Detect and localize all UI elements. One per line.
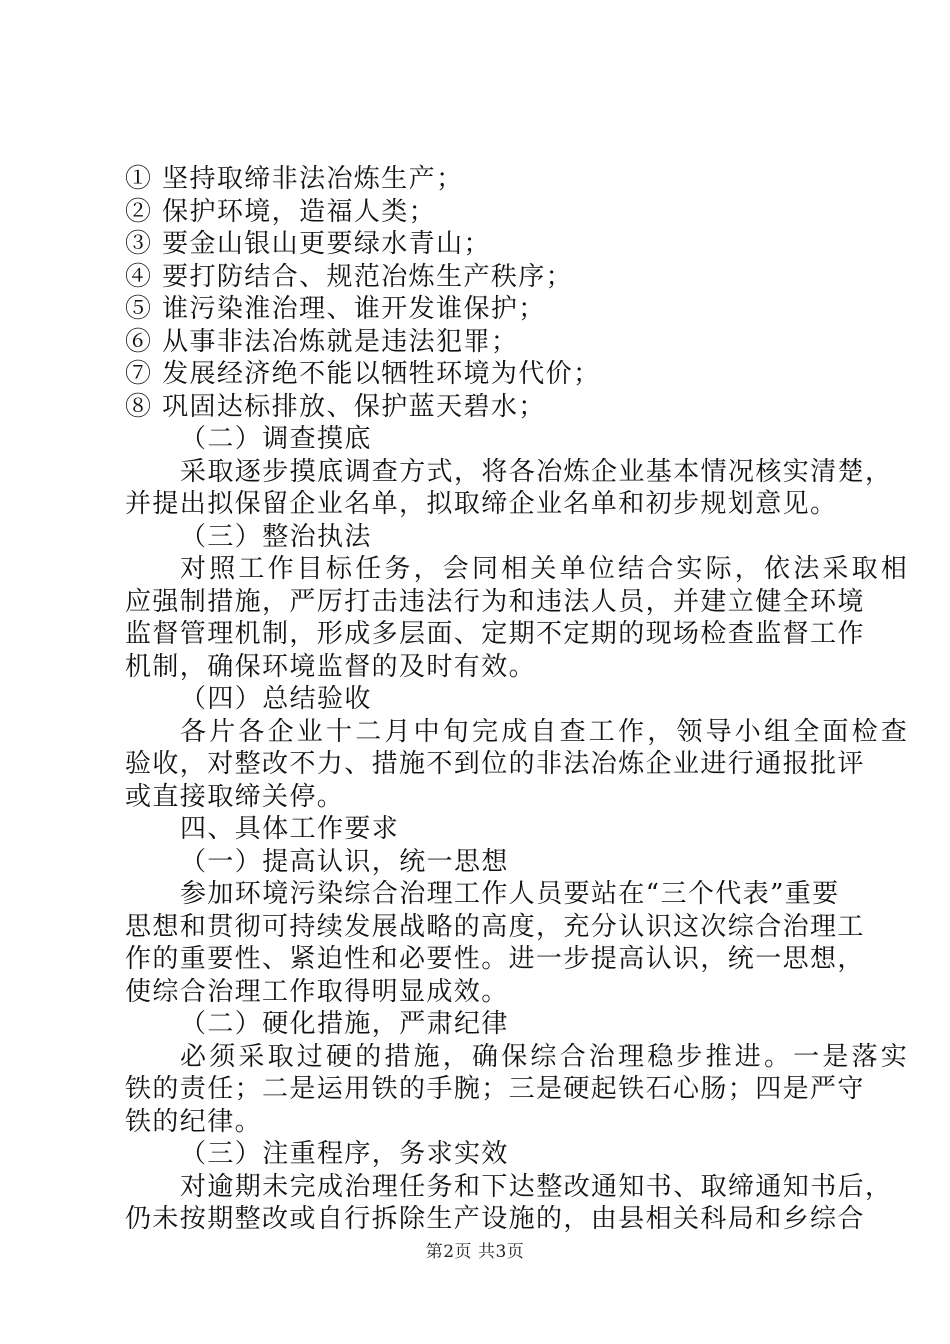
paragraph-line: 思想和贯彻可持续发展战略的高度，充分认识这次综合治理工 [125,911,865,942]
paragraph-line: 作的重要性、紧迫性和必要性。进一步提高认识，统一思想， [125,944,865,974]
paragraph-line: 验收，对整改不力、措施不到位的非法冶炼企业进行通报批评 [125,749,865,779]
paragraph-line: 必须采取过硬的措施，确保综合治理稳步推进。一是落实 [180,1041,911,1072]
section-heading: （三）整治执法 [180,521,372,552]
paragraph-line: 仍未按期整改或自行拆除生产设施的，由县相关科局和乡综合 [125,1204,865,1234]
slogan-line: ③ 要金山银山更要绿水青山； [125,229,491,259]
slogan-line: ⑦ 发展经济绝不能以牺牲环境为代价； [125,359,601,389]
paragraph-line: 监督管理机制，形成多层面、定期不定期的现场检查监督工作 [125,619,865,649]
slogan-line: ⑧ 巩固达标排放、保护蓝天碧水； [125,391,546,422]
paragraph-line: 对逾期未完成治理任务和下达整改通知书、取缔通知书后， [180,1171,893,1202]
paragraph-line: 或直接取缔关停。 [125,781,345,812]
document-body [125,163,911,1236]
paragraph-line: 应强制措施，严厉打击违法行为和违法人员，并建立健全环境 [125,586,865,617]
section-heading: （三）注重程序，务求实效 [180,1139,509,1169]
paragraph-line: 机制，确保环境监督的及时有效。 [125,651,537,682]
paragraph-line: 使综合治理工作取得明显成效。 [125,976,509,1007]
slogan-line: ⑥ 从事非法冶炼就是违法犯罪； [125,326,519,357]
paragraph-line: 铁的责任；二是运用铁的手腕；三是硬起铁石心肠；四是严守 [125,1074,865,1104]
paragraph-line: 铁的纪律。 [125,1106,263,1137]
paragraph-line: 参加环境污染综合治理工作人员要站在“三个代表”重要 [180,879,840,909]
page-number-footer: 第2页 共3页 [425,1242,525,1262]
slogan-line: ⑤ 谁污染淮治理、谁开发谁保护； [125,294,546,324]
slogan-line: ② 保护环境，造福人类； [125,196,437,227]
paragraph-line: 并提出拟保留企业名单，拟取缔企业名单和初步规划意见。 [125,489,838,519]
section-heading: （一）提高认识，统一思想 [180,846,509,877]
slogan-line: ① 坚持取缔非法冶炼生产； [125,164,464,194]
section-heading: （二）调查摸底 [180,424,372,454]
paragraph-line: 对照工作目标任务，会同相关单位结合实际，依法采取相 [180,554,911,584]
slogan-line: ④ 要打防结合、规范冶炼生产秩序； [125,261,574,292]
section-heading: （四）总结验收 [180,684,372,714]
chapter-heading: 四、具体工作要求 [180,814,400,844]
section-heading: （二）硬化措施，严肃纪律 [180,1009,509,1039]
paragraph-line: 采取逐步摸底调查方式，将各冶炼企业基本情况核实清楚， [180,456,893,487]
paragraph-line: 各片各企业十二月中旬完成自查工作，领导小组全面检查 [180,716,911,747]
